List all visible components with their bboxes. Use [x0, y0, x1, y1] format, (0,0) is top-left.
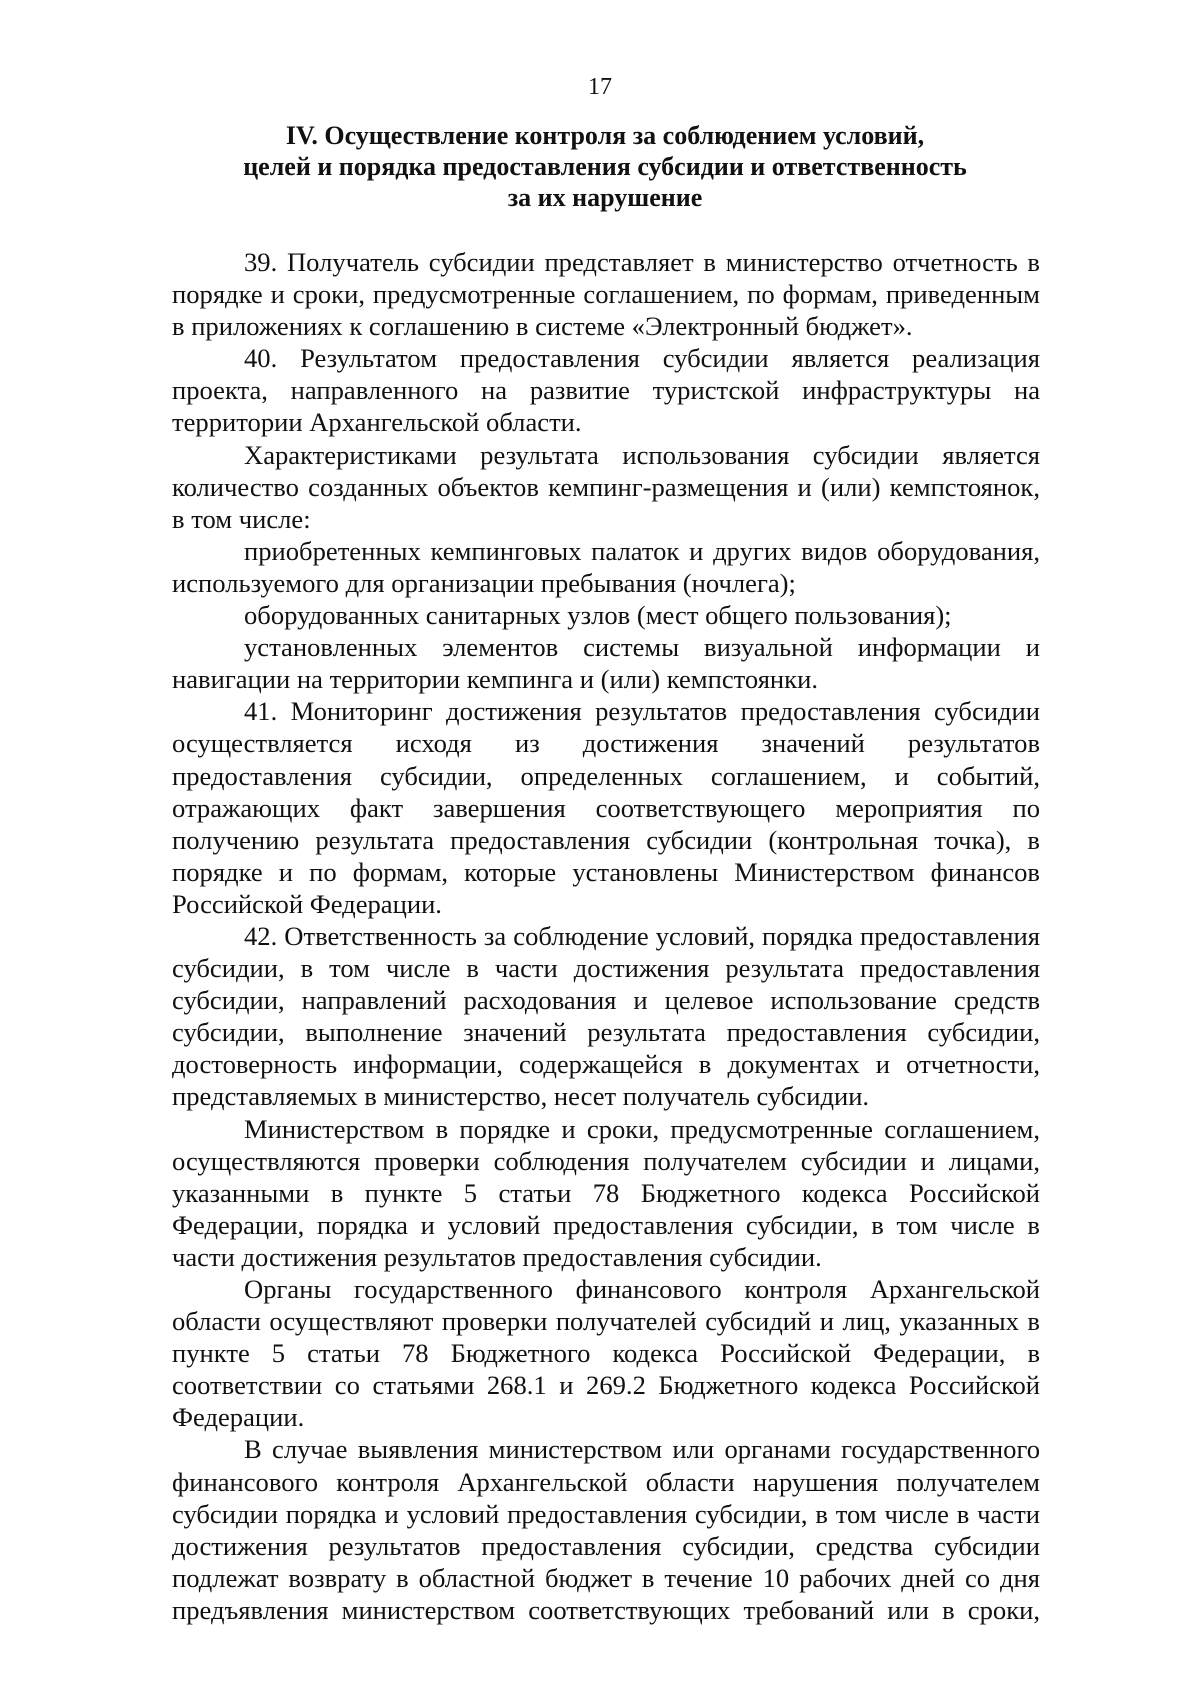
paragraph-41: 41. Мониторинг достижения результатов предоставления субсидии осуществляется исходя из достижения значений результатов предоставления субсидии, определенных соглашением, и событий, отражающих факт завершения соответствующего мероприятия по получению результата предоставления субсидии (контрольная точка), в порядке и по формам, которые установлены Министерством финансов Российской Федерации.: [172, 696, 1040, 919]
section-heading-line-1: IV. Осуществление контроля за соблюдением условий,: [285, 121, 925, 150]
paragraph-result-characteristics: Характеристиками результата использования субсидии является количество созданных объектов кемпинг-размещения и (или) кемпстоянок, в том числе:: [172, 439, 1040, 534]
paragraph-financial-control: Органы государственного финансового контроля Архангельской области осуществляют проверки получателей субсидий и лиц, указанных в пункте 5 статьи 78 Бюджетного кодекса Российской Федерации, в соответствии со статьями 268.1 и 269.2 Бюджетного кодекса Российской Федерации.: [172, 1274, 1040, 1433]
paragraph-39: 39. Получатель субсидии представляет в министерство отчетность в порядке и сроки, предусмотренные соглашением, по формам, приведенным в приложениях к соглашению в системе «Электронный бюджет».: [172, 247, 1040, 342]
paragraph-list-item-tents: приобретенных кемпинговых палаток и других видов оборудования, используемого для организации пребывания (ночлега);: [172, 535, 1040, 598]
paragraph-list-item-navigation: установленных элементов системы визуальной информации и навигации на территории кемпинга и (или) кемпстоянки.: [172, 632, 1040, 695]
paragraph-list-item-sanitary: оборудованных санитарных узлов (мест общего пользования);: [244, 600, 952, 631]
paragraph-42: 42. Ответственность за соблюдение условий, порядка предоставления субсидии, в том числе в части достижения результата предоставления субсидии, направлений расходования и целевое использование средств субсидии, выполнение значений результата предоставления субсидии, достоверность информации, содержащейся в документах и отчетности, представляемых в министерство, несет получатель субсидии.: [172, 920, 1040, 1112]
section-heading-line-2: целей и порядка предоставления субсидии и ответственность: [243, 152, 967, 181]
section-heading: [170, 120, 1040, 213]
paragraph-ministry-checks: Министерством в порядке и сроки, предусмотренные соглашением, осуществляются проверки соблюдения получателем субсидии и лицами, указанными в пункте 5 статьи 78 Бюджетного кодекса Российской Федерации, порядка и условий предоставления субсидии, в том числе в части достижения результатов предоставления субсидии.: [172, 1113, 1040, 1272]
page-number: 17: [588, 74, 612, 100]
section-heading-line-3: за их нарушение: [507, 183, 703, 212]
paragraph-40: 40. Результатом предоставления субсидии является реализация проекта, направленного на развитие туристской инфраструктуры на территории Архангельской области.: [172, 343, 1040, 438]
paragraph-violations: В случае выявления министерством или органами государственного финансового контроля Архангельской области нарушения получателем субсидии порядка и условий предоставления субсидии, в том числе в части достижения результатов предоставления субсидии, средства субсидии подлежат возврату в областной бюджет в течение 10 рабочих дней со дня предъявления министерством соответствующих требований или в сроки,: [172, 1434, 1040, 1625]
body-text: [172, 246, 1040, 1626]
